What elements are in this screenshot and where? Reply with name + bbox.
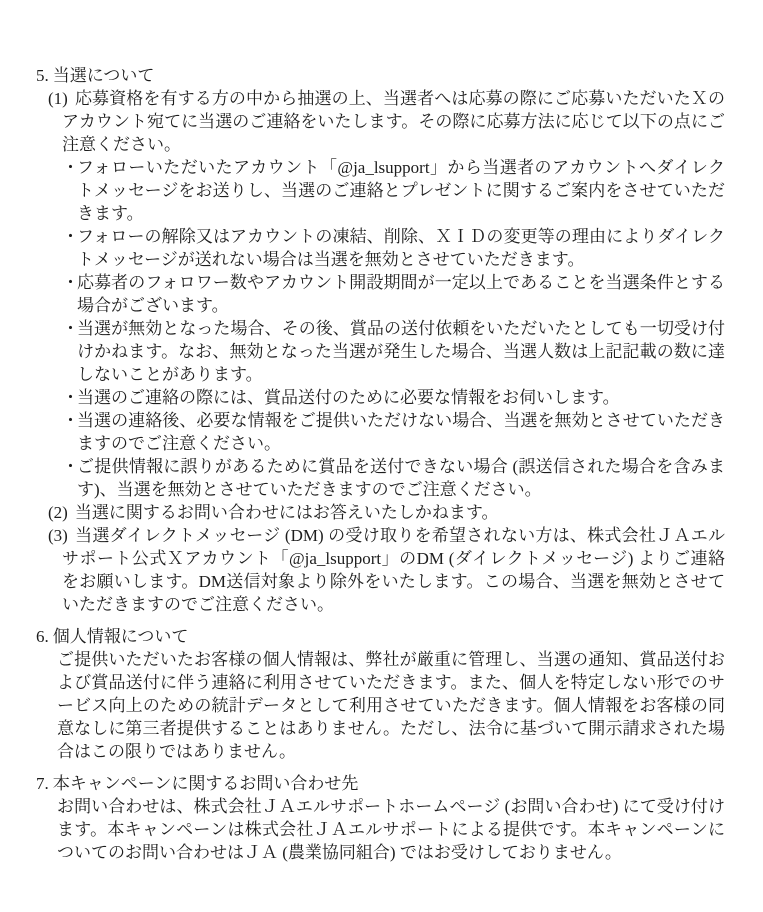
section-title: 当選について — [52, 66, 155, 85]
numbered-item — [48, 524, 725, 616]
item-text: 当選ダイレクトメッセージ (DM) の受け取りを希望されない方は、株式会社ＪＡエルサポート公式Ｘアカウント「@ja_lsupport」のDM (ダイレクトメッセージ) よりご連絡をお願いします。DM送信対象より除外をいたします。この場合、当選を無効とさせていただきますのでご注意ください。 — [62, 526, 725, 614]
section-heading — [36, 64, 763, 87]
bullet-item — [62, 225, 725, 271]
section — [36, 625, 763, 763]
section-number: 5. — [36, 66, 49, 85]
bullet-marker-icon: ・ — [62, 388, 79, 407]
section-heading — [36, 625, 763, 648]
bullet-marker-icon: ・ — [62, 227, 79, 246]
section-body: お問い合わせは、株式会社ＪＡエルサポートホームページ (お問い合わせ) にて受け付けます。本キャンペーンは株式会社ＪＡエルサポートによる提供です。本キャンペーンについてのお問い合わせはＪＡ (農業協同組合) ではお受けしておりません。 — [57, 797, 725, 862]
numbered-item — [48, 87, 725, 156]
section-heading — [36, 772, 763, 795]
section — [36, 772, 763, 864]
bullet-item — [62, 271, 725, 317]
bullet-text: ご提供情報に誤りがあるために賞品を送付できない場合 (誤送信された場合を含みます)、当選を無効とさせていただきますのでご注意ください。 — [77, 457, 725, 499]
section-number: 6. — [36, 627, 49, 646]
item-number: (3) — [48, 526, 68, 545]
bullet-item — [62, 386, 725, 409]
bullet-text: 当選の連絡後、必要な情報をご提供いただけない場合、当選を無効とさせていただきますのでご注意ください。 — [77, 411, 725, 453]
numbered-item — [48, 501, 725, 524]
bullet-text: フォローの解除又はアカウントの凍結、削除、ＸＩＤの変更等の理由によりダイレクトメッセージが送れない場合は当選を無効とさせていただきます。 — [77, 227, 725, 269]
document-content — [36, 64, 763, 864]
section-title: 本キャンペーンに関するお問い合わせ先 — [52, 774, 359, 793]
item-number: (2) — [48, 503, 68, 522]
bullet-text: フォローいただいたアカウント「@ja_lsupport」から当選者のアカウントへダイレクトメッセージをお送りし、当選のご連絡とプレゼントに関するご案内をさせていただきます。 — [77, 158, 725, 223]
bullet-marker-icon: ・ — [62, 457, 79, 476]
item-text: 当選に関するお問い合わせにはお答えいたしかねます。 — [74, 503, 499, 522]
section-number: 7. — [36, 774, 49, 793]
bullet-item — [62, 409, 725, 455]
bullet-marker-icon: ・ — [62, 158, 79, 177]
bullet-list — [62, 156, 763, 501]
item-number: (1) — [48, 89, 68, 108]
bullet-marker-icon: ・ — [62, 319, 79, 338]
section-title: 個人情報について — [52, 627, 189, 646]
bullet-item — [62, 455, 725, 501]
bullet-item — [62, 317, 725, 386]
section-body: ご提供いただいたお客様の個人情報は、弊社が厳重に管理し、当選の通知、賞品送付および賞品送付に伴う連絡に利用させていただきます。また、個人を特定しない形でのサービス向上のための統計データとして利用させていただきます。個人情報をお客様の同意なしに第三者提供することはありません。ただし、法令に基づいて開示請求された場合はこの限りではありません。 — [57, 650, 725, 761]
item-text: 応募資格を有する方の中から抽選の上、当選者へは応募の際にご応募いただいたＸのアカウント宛てに当選のご連絡をいたします。その際に応募方法に応じて以下の点にご注意ください。 — [62, 89, 725, 154]
bullet-item — [62, 156, 725, 225]
bullet-text: 応募者のフォロワー数やアカウント開設期間が一定以上であることを当選条件とする場合がございます。 — [77, 273, 725, 315]
bullet-marker-icon: ・ — [62, 411, 79, 430]
bullet-text: 当選が無効となった場合、その後、賞品の送付依頼をいただいたとしても一切受け付けかねます。なお、無効となった当選が発生した場合、当選人数は上記記載の数に達しないことがあります。 — [77, 319, 725, 384]
bullet-marker-icon: ・ — [62, 273, 79, 292]
section — [36, 64, 763, 616]
bullet-text: 当選のご連絡の際には、賞品送付のために必要な情報をお伺いします。 — [77, 388, 620, 407]
